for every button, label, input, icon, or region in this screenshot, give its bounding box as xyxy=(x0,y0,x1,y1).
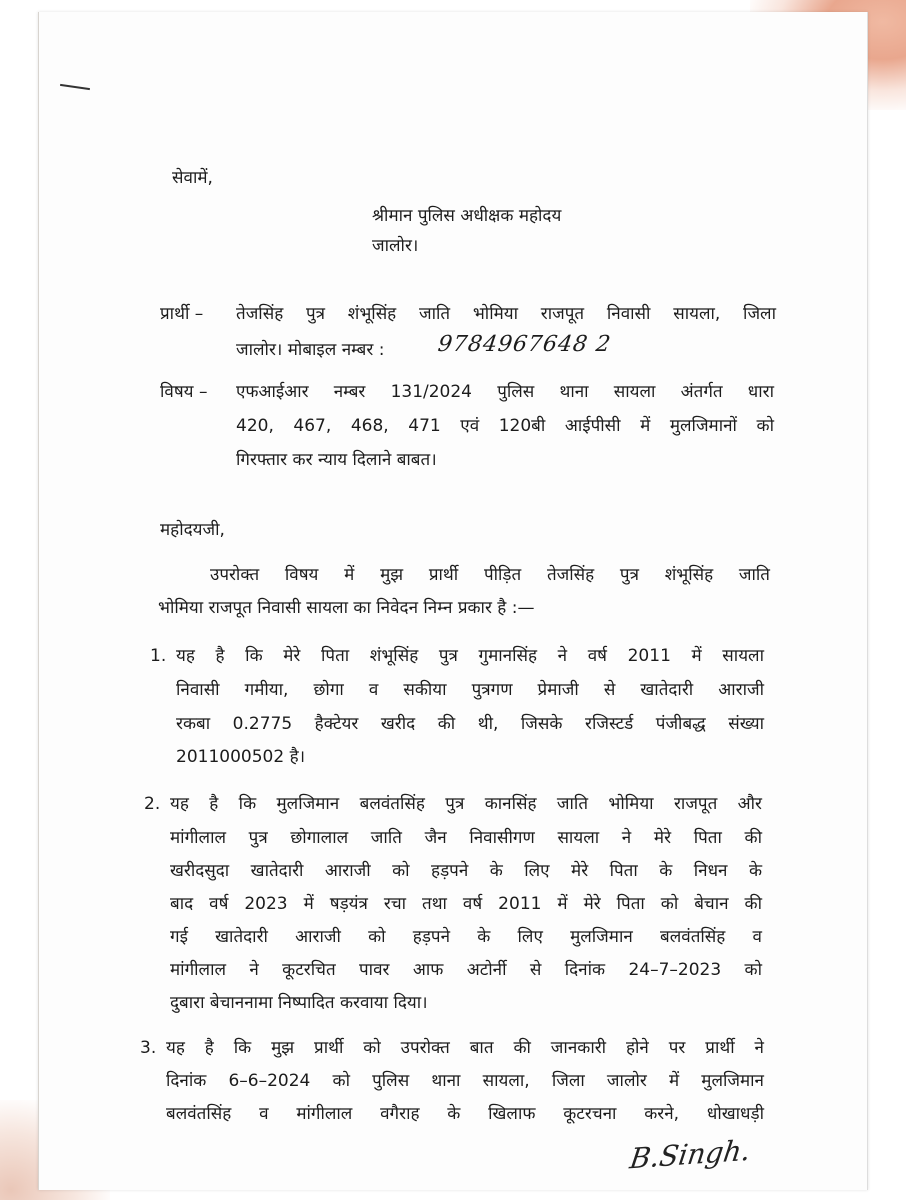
applicant-mobile-label: जालोर। मोबाइल नम्बर : xyxy=(236,340,385,360)
point-line: दुबारा बेचाननामा निष्पादित करवाया दिया। xyxy=(170,993,428,1013)
point-line: दिनांक 6–6–2024 को पुलिस थाना सायला, जिला जालोर में मुलजिमान xyxy=(166,1071,764,1091)
point-line: 2011000502 है। xyxy=(176,747,306,767)
point-line: रकबा 0.2775 हैक्टेयर खरीद की थी, जिसके रजिस्टर्ड पंजीबद्ध संख्या xyxy=(176,714,764,734)
subject-line: गिरफ्तार कर न्याय दिलाने बाबत। xyxy=(236,450,437,470)
point-line: यह है कि मुलजिमान बलवंतसिंह पुत्र कानसिंह जाति भोमिया राजपूत और xyxy=(170,794,762,814)
greeting: महोदयजी, xyxy=(160,520,225,540)
point-number: 2. xyxy=(144,794,161,814)
applicant-label: प्रार्थी – xyxy=(160,304,204,324)
point-line: निवासी गमीया, छोगा व सकीया पुत्रगण प्रेमाजी से खातेदारी आराजी xyxy=(176,680,764,700)
subject-line: 420, 467, 468, 471 एवं 120बी आईपीसी में मुलजिमानों को xyxy=(236,416,774,436)
point-line: यह है कि मुझ प्रार्थी को उपरोक्त बात की जानकारी होने पर प्रार्थी ने xyxy=(166,1038,764,1058)
point-line: बलवंतसिंह व मांगीलाल वगैराह के खिलाफ कूटरचना करने, धोखाधड़ी xyxy=(166,1104,764,1124)
point-line: यह है कि मेरे पिता शंभूसिंह पुत्र गुमानसिंह ने वर्ष 2011 में सायला xyxy=(176,646,764,666)
applicant-line: तेजसिंह पुत्र शंभूसिंह जाति भोमिया राजपूत निवासी सायला, जिला xyxy=(236,304,776,324)
mobile-number-handwritten: 9784967648 2 xyxy=(436,332,613,357)
addressee-title: श्रीमान पुलिस अधीक्षक महोदय xyxy=(372,206,562,226)
point-line: खरीदसुदा खातेदारी आराजी को हड़पने के लिए मेरे पिता के निधन के xyxy=(170,861,762,881)
point-number: 1. xyxy=(150,646,167,666)
point-line: बाद वर्ष 2023 में षड़यंत्र रचा तथा वर्ष 2011 में मेरे पिता को बेचान की xyxy=(170,894,762,914)
intro-line: भोमिया राजपूत निवासी सायला का निवेदन निम्न प्रकार है :— xyxy=(158,598,535,618)
point-line: मांगीलाल ने कूटरचित पावर आफ अटोर्नी से दिनांक 24–7–2023 को xyxy=(170,960,762,980)
salutation: सेवामें, xyxy=(172,168,213,188)
point-line: मांगीलाल पुत्र छोगालाल जाति जैन निवासीगण सायला ने मेरे पिता की xyxy=(170,828,762,848)
subject-label: विषय – xyxy=(160,382,208,402)
subject-line: एफआईआर नम्बर 131/2024 पुलिस थाना सायला अंतर्गत धारा xyxy=(236,382,774,402)
point-number: 3. xyxy=(140,1038,157,1058)
addressee-place: जालोर। xyxy=(372,236,419,256)
point-line: गई खातेदारी आराजी को हड़पने के लिए मुलजिमान बलवंतसिंह व xyxy=(170,927,762,947)
intro-line: उपरोक्त विषय में मुझ प्रार्थी पीड़ित तेजसिंह पुत्र शंभूसिंह जाति xyxy=(210,565,770,585)
signature: B.Singh. xyxy=(627,1133,753,1176)
